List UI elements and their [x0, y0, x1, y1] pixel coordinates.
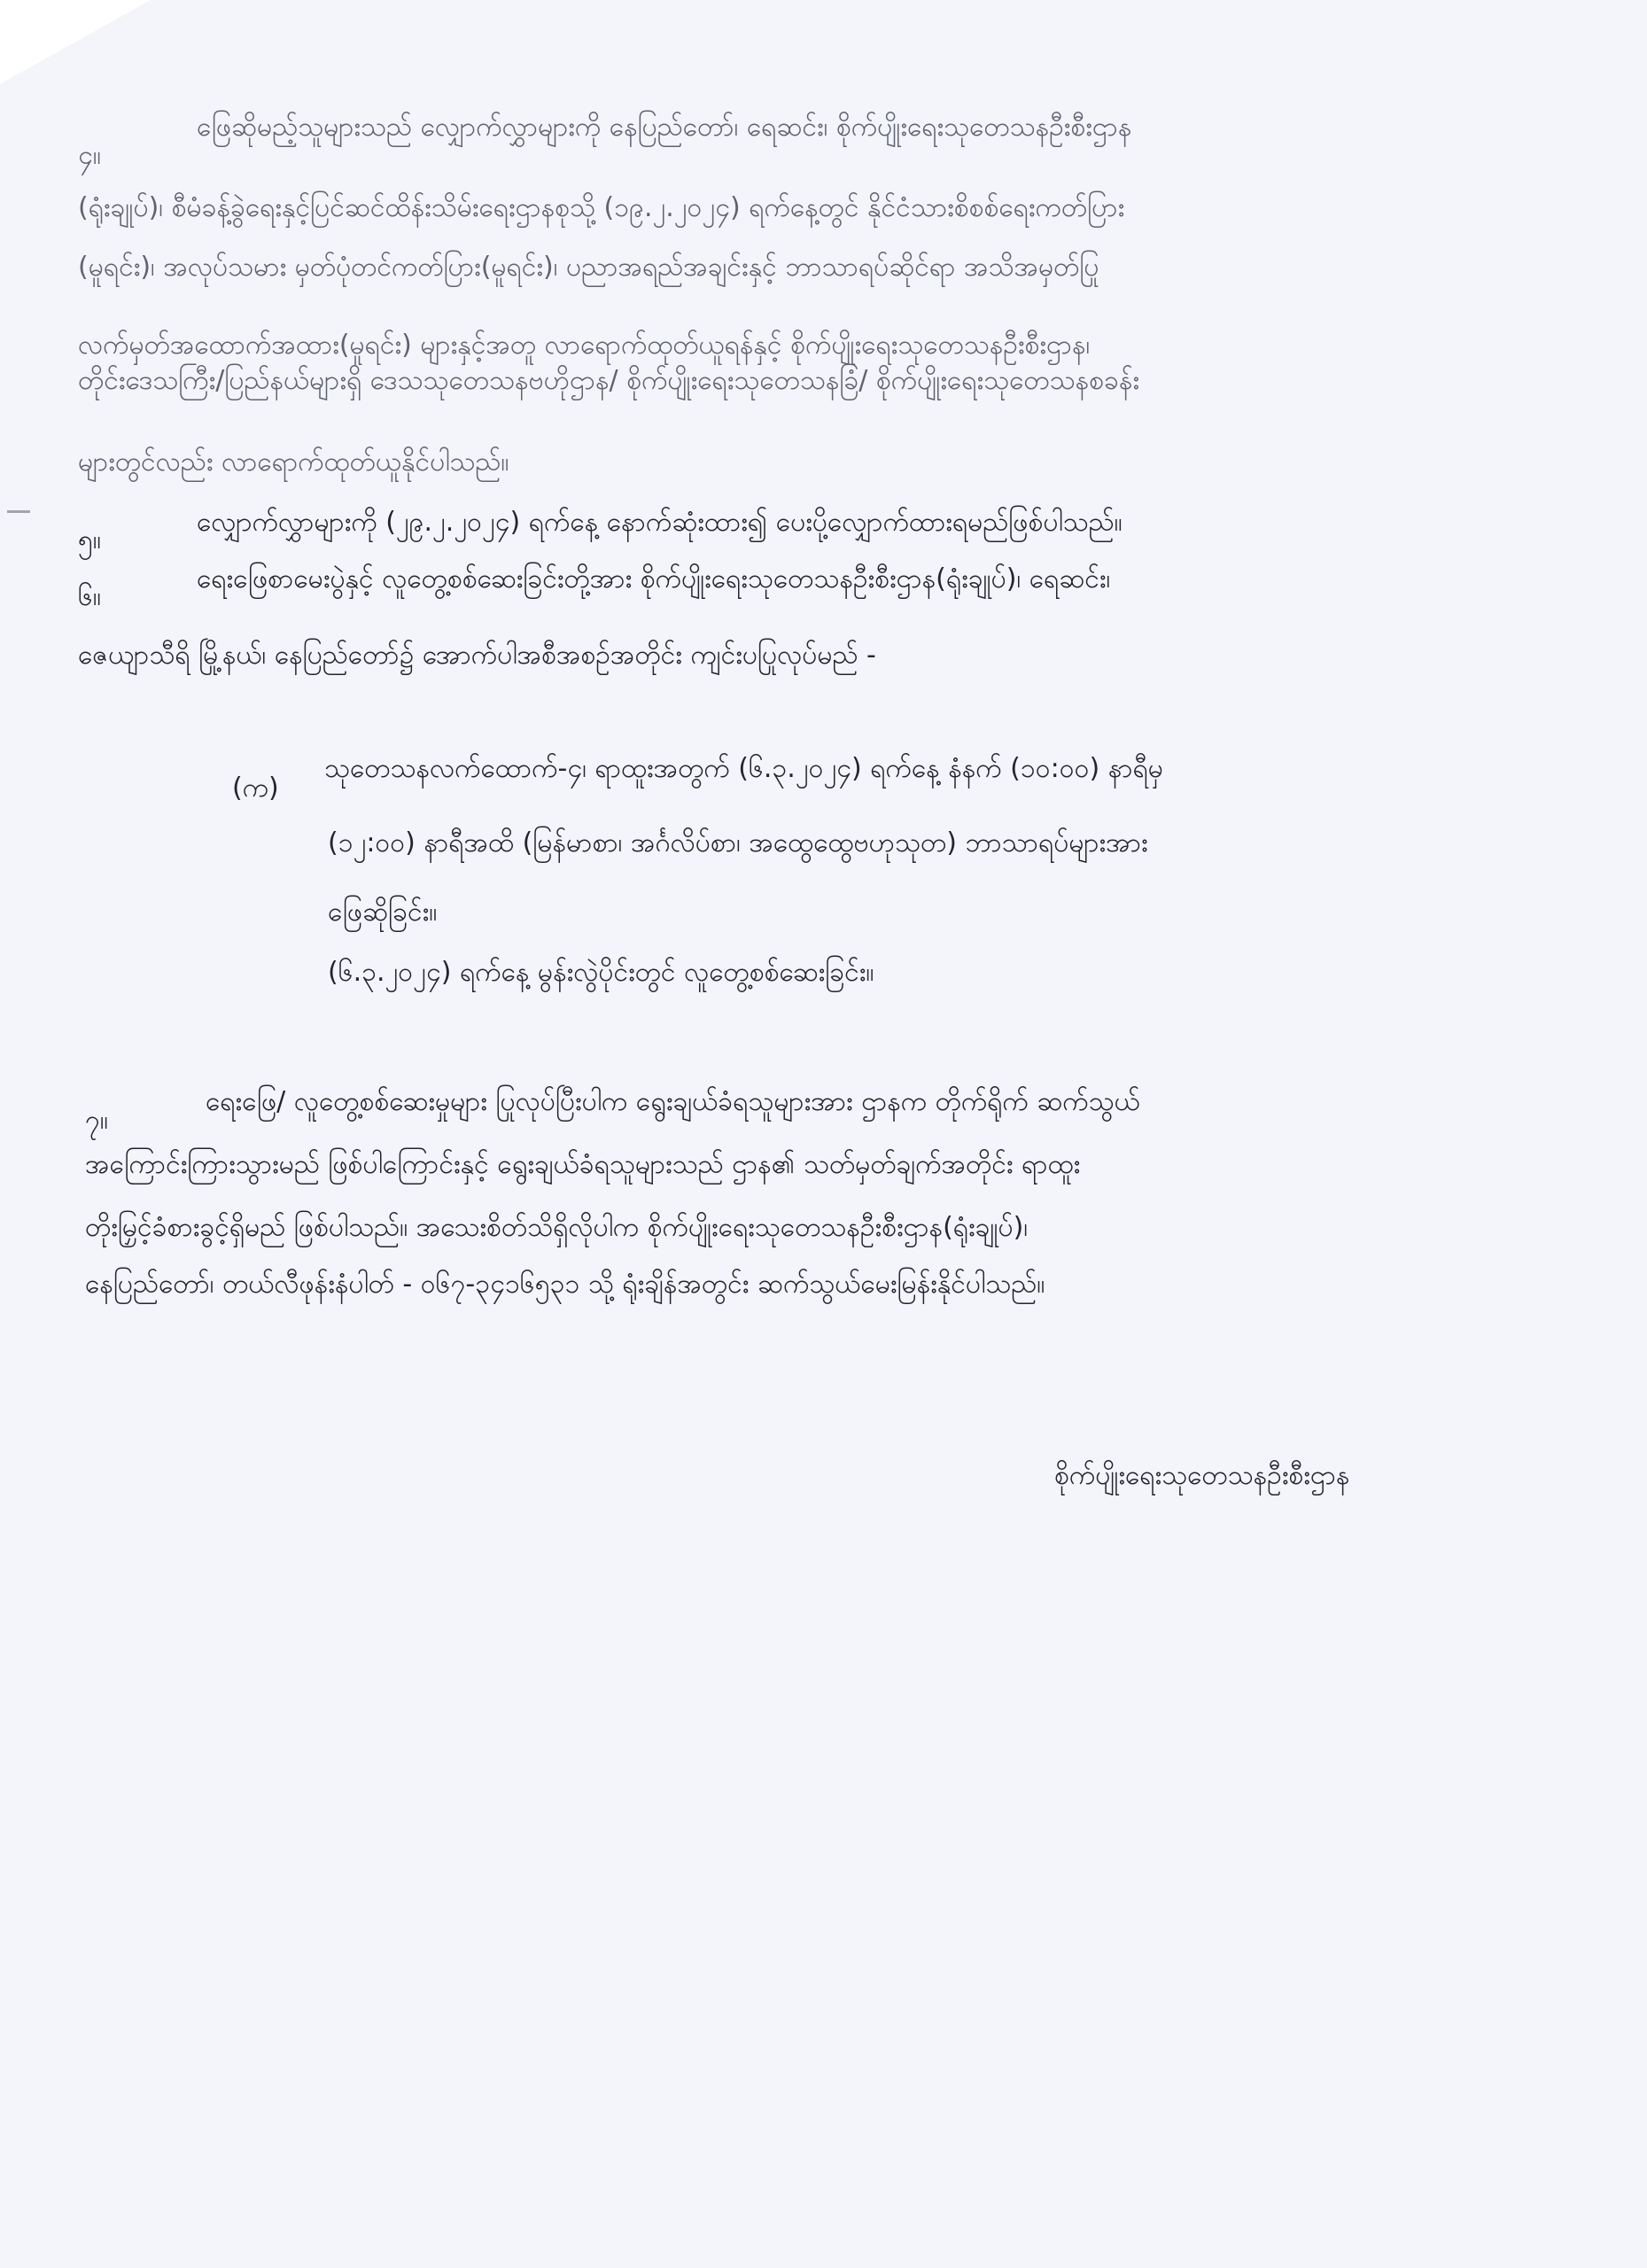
paragraph-line: နေပြည်တော်၊ တယ်လီဖုန်းနံပါတ် - ၀၆၇-၃၄၁၆၅၃၁ သို့ ရုံးချိန်အတွင်း ဆက်သွယ်မေးမြန်းနိုင်ပါသည်။ [85, 1269, 1045, 1300]
paragraph-line: များတွင်လည်း လာရောက်ထုတ်ယူနိုင်ပါသည်။ [78, 447, 509, 478]
paragraph-line: ရေးဖြေ/ လူတွေ့စစ်ဆေးမှုများ ပြုလုပ်ပြီးပါက ရွေးချယ်ခံရသူများအား ဌာနက တိုက်ရိုက် ဆက်သွယ် [206, 1086, 1140, 1117]
paragraph-line: ဇေယျာသီရိ မြို့နယ်၊ နေပြည်တော်၌ အောက်ပါအစီအစဉ်အတိုင်း ကျင်းပပြုလုပ်မည် - [78, 640, 876, 671]
subitem-line: ဖြေဆိုခြင်း။ [328, 897, 438, 928]
paragraph-line: တိုးမြှင့်ခံစားခွင့်ရှိမည် ဖြစ်ပါသည်။ အသေးစိတ်သိရှိလိုပါက စိုက်ပျိုးရေးသုတေသနဦးစီးဌာန(ရုံးချုပ်)၊ [85, 1212, 1029, 1243]
scan-mark [7, 510, 30, 513]
signature-department: စိုက်ပျိုးရေးသုတေသနဦးစီးဌာန [1054, 1460, 1350, 1491]
subitem-line: (၆.၃.၂၀၂၄) ရက်နေ့ မွန်းလွဲပိုင်းတွင် လူတွေ့စစ်ဆေးခြင်း။ [328, 957, 874, 988]
paragraph-line: လက်မှတ်အထောက်အထား(မူရင်း) များနှင့်အတူ လာရောက်ထုတ်ယူရန်နှင့် စိုက်ပျိုးရေးသုတေသနဦးစီးဌာန၊ [78, 330, 1091, 361]
paragraph-line: အကြောင်းကြားသွားမည် ဖြစ်ပါကြောင်းနှင့် ရွေးချယ်ခံရသူများသည် ဌာန၏ သတ်မှတ်ချက်အတိုင်း ရာထူး [85, 1149, 1081, 1180]
paragraph-number: ၅။ [78, 524, 101, 555]
paragraph-line: တိုင်းဒေသကြီး/ပြည်နယ်များရှိ ဒေသသုတေသနဗဟိုဌာန/ စိုက်ပျိုးရေးသုတေသနခြံ/ စိုက်ပျိုးရေးသုတေသနစခန်း [78, 365, 1139, 396]
paragraph-line: (မူရင်း)၊ အလုပ်သမား မှတ်ပုံတင်ကတ်ပြား(မူရင်း)၊ ပညာအရည်အချင်းနှင့် ဘာသာရပ်ဆိုင်ရာ အသိအမှတ်ပြု [78, 252, 1099, 283]
paragraph-number: ၆။ [78, 581, 101, 612]
paragraph-number: ၄။ [78, 140, 101, 171]
subitem-line: သုတေသနလက်ထောက်-၄၊ ရာထူးအတွက် (၆.၃.၂၀၂၄) ရက်နေ့ နံနက် (၁၀:၀၀) နာရီမှ [324, 753, 1163, 784]
paragraph-line: ရေးဖြေစာမေးပွဲနှင့် လူတွေ့စစ်ဆေးခြင်းတို့အား စိုက်ပျိုးရေးသုတေသနဦးစီးဌာန(ရုံးချုပ်)၊ ရေဆင်း၊ [197, 563, 1111, 594]
paragraph-number: ၇။ [85, 1105, 108, 1136]
paragraph-line: (ရုံးချုပ်)၊ စီမံခန့်ခွဲရေးနှင့်ပြင်ဆင်ထိန်းသိမ်းရေးဌာနစုသို့ (၁၉.၂.၂၀၂၄) ရက်နေ့တွင် နိုင်ငံသားစိစစ်ရေးကတ်ပြား [78, 192, 1125, 223]
subitem-label: (က) [232, 773, 279, 804]
paragraph-line: လျှောက်လွှာများကို (၂၉.၂.၂၀၂၄) ရက်နေ့ နောက်ဆုံးထား၍ ပေးပို့လျှောက်ထားရမည်ဖြစ်ပါသည်။ [197, 507, 1123, 538]
folded-corner [0, 0, 151, 84]
paragraph-line: ဖြေဆိုမည့်သူများသည် လျှောက်လွှာများကို နေပြည်တော်၊ ရေဆင်း၊ စိုက်ပျိုးရေးသုတေသနဦးစီးဌာန [197, 112, 1132, 143]
subitem-line: (၁၂:၀၀) နာရီအထိ (မြန်မာစာ၊ အင်္ဂလိပ်စာ၊ အထွေထွေဗဟုသုတ) ဘာသာရပ်များအား [328, 827, 1148, 858]
